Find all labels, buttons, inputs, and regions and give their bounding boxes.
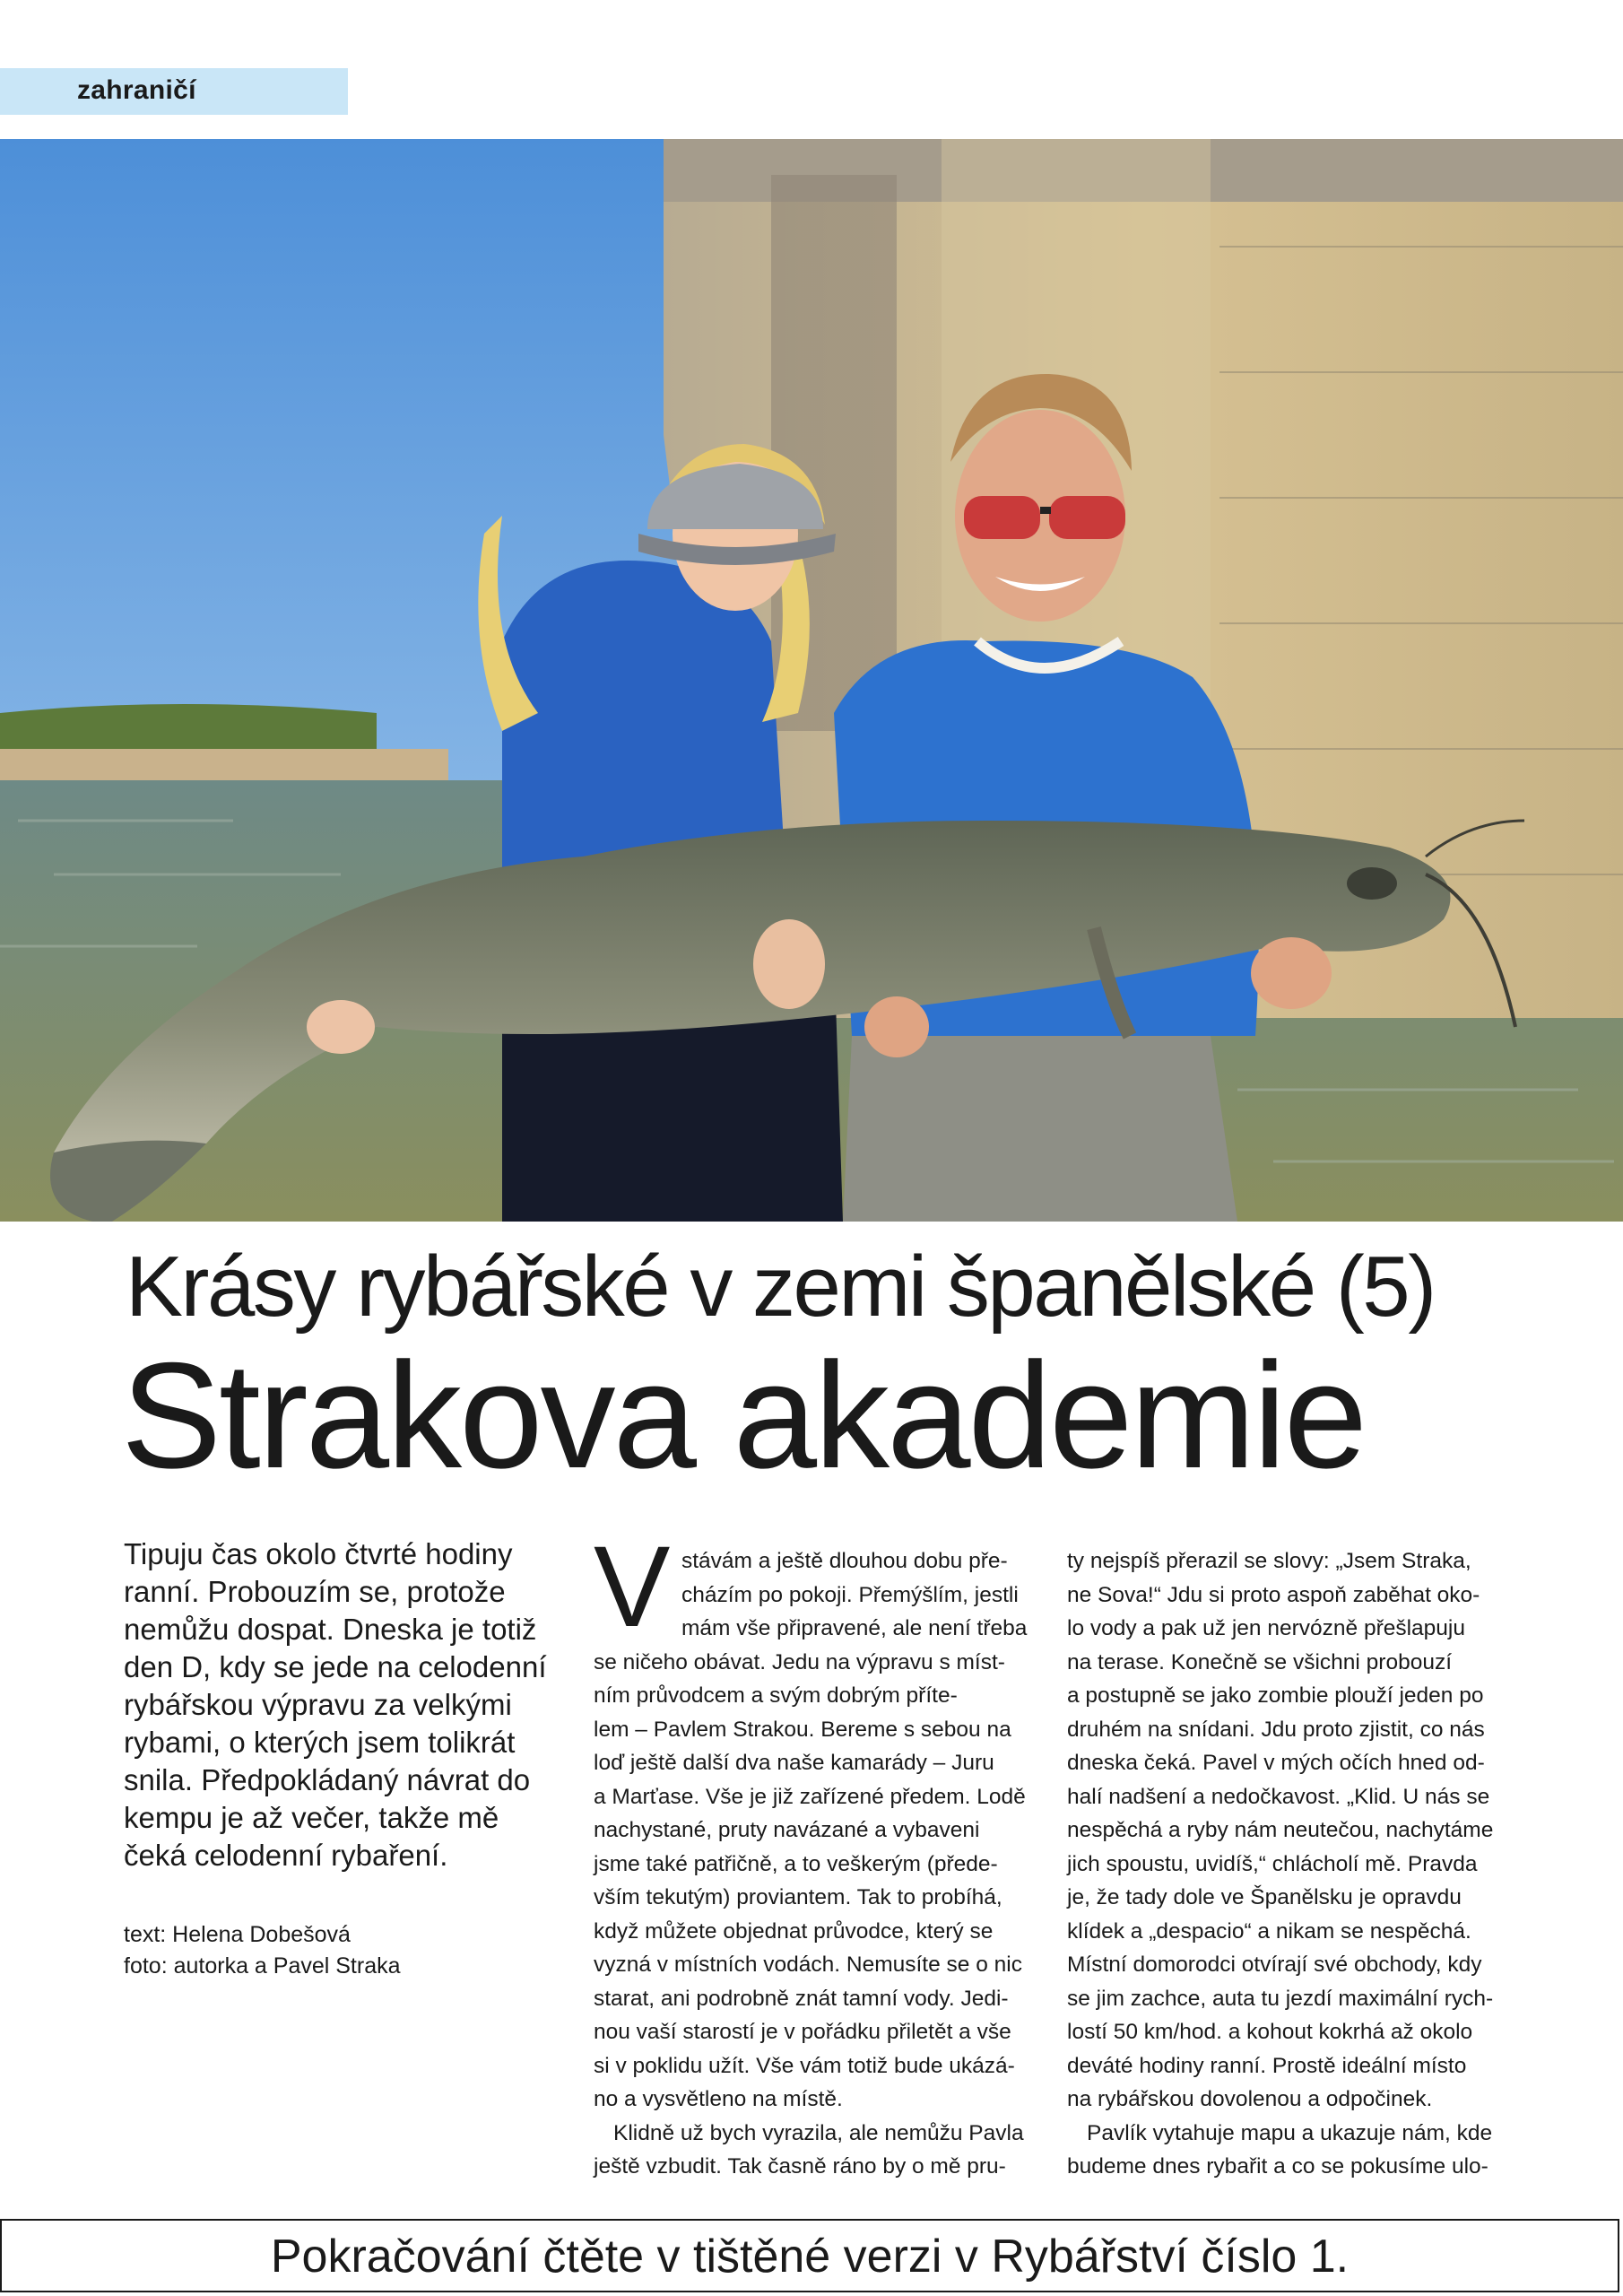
article-photo — [0, 139, 1623, 1222]
body-line: cházím po pokoji. Přemýšlím, jestli — [681, 1582, 1019, 1607]
body-line: ne Sova!“ Jdu si proto aspoň zaběhat oko- — [1067, 1582, 1480, 1607]
body-line: nachystané, pruty navázané a vybaveni — [594, 1818, 980, 1842]
body-line: stávám a ještě dlouhou dobu pře- — [681, 1549, 1008, 1573]
article-credits — [124, 1919, 572, 1982]
body-line: jsme také patřičně, a to veškerým (přede- — [594, 1851, 998, 1876]
continue-reading-text: Pokračování čtěte v tištěné verzi v Rybářství číslo 1. — [270, 2231, 1350, 2283]
body-line: je, že tady dole ve Španělsku je opravdu — [1067, 1885, 1462, 1909]
drop-cap: V — [594, 1523, 671, 1651]
body-line: ty nejspíš přerazil se slovy: „Jsem Straka, — [1067, 1549, 1471, 1573]
body-line: na rybářskou dovolenou a odpočinek. — [1067, 2087, 1433, 2111]
body-line: nou vaší starostí je v pořádku přiletět a vše — [594, 2020, 1011, 2044]
photo-credit: foto: autorka a Pavel Straka — [124, 1953, 401, 1979]
body-line: klídek a „despacio“ a nikam se nespěchá. — [1067, 1918, 1471, 1944]
section-label: zahraničí — [77, 75, 196, 105]
body-line: dneska čeká. Pavel v mých očích hned od- — [1067, 1751, 1485, 1775]
body-line: lostí 50 km/hod. a kohout kokrhá až okolo — [1067, 2020, 1473, 2044]
body-line: deváté hodiny ranní. Prostě ideální místo — [1067, 2053, 1467, 2078]
body-line: si v poklidu užít. Vše vám totiž bude ukázá- — [594, 2053, 1015, 2078]
continue-reading-banner — [0, 2219, 1619, 2292]
body-line: no a vysvětleno na místě. — [594, 2087, 843, 2111]
body-line: mám vše připravené, ale není třeba — [681, 1616, 1028, 1640]
body-line: Pavlík vytahuje mapu a ukazuje nám, kde — [1087, 2120, 1493, 2145]
body-line: se ničeho obávat. Jedu na výpravu s míst- — [594, 1649, 1005, 1674]
body-line: a Marťase. Vše je již zařízené předem. Lodě — [594, 1784, 1026, 1809]
body-line: druhém na snídani. Jdu proto zjistit, co nás — [1067, 1717, 1485, 1742]
body-line: na terase. Konečně se všichni probouzí — [1067, 1649, 1453, 1674]
body-line: budeme dnes rybařit a co se pokusíme ulo- — [1067, 2154, 1488, 2179]
body-line: Klidně už bych vyrazila, ale nemůžu Pavla — [613, 2120, 1024, 2145]
body-line: vším tekutým) proviantem. Tak to probíhá, — [594, 1885, 1002, 1909]
body-line: ním průvodcem a svým dobrým příte- — [594, 1683, 958, 1708]
body-line: halí nadšení a nedočkavost. „Klid. U nás se — [1067, 1784, 1490, 1809]
article-title: Strakova akademie — [121, 1331, 1366, 1500]
article-kicker: Krásy rybářské v zemi španělské (5) — [126, 1239, 1435, 1335]
body-column-2 — [1067, 1544, 1515, 2184]
body-line: lo vody a pak už jen nervózně přešlapuju — [1067, 1616, 1466, 1640]
article-lead: Tipuju čas okolo čtvrté hodiny ranní. Probouzím se, protože nemůžu dospat. Dneska je totiž den D, kdy se jede na celodenní rybářskou výpravu za velkými rybami, o kterých jsem tolikrát snila. Předpokládaný návrat do kempu je až večer, takže mě čeká celodenní rybaření. — [124, 1537, 547, 1872]
body-line: když můžete objednat průvodce, který se — [594, 1918, 994, 1944]
body-line: Místní domorodci otvírají své obchody, kdy — [1067, 1952, 1482, 1977]
section-tag — [0, 68, 348, 115]
body-line: a postupně se jako zombie plouží jeden po — [1067, 1683, 1484, 1708]
body-line: starat, ani podrobně znát tamní vody. Jedi- — [594, 1986, 1009, 2011]
body-line: ještě vzbudit. Tak časně ráno by o mě pru- — [594, 2154, 1006, 2179]
body-line: loď ještě další dva naše kamarády – Juru — [594, 1751, 994, 1775]
body-line: jich spoustu, uvidíš,“ chlácholí mě. Pravda — [1067, 1851, 1478, 1876]
body-line: se jim zachce, auta tu jezdí maximální rych- — [1067, 1986, 1494, 2011]
text-credit: text: Helena Dobešová — [124, 1922, 351, 1947]
body-line: vyzná v místních vodách. Nemusíte se o nic — [594, 1952, 1022, 1977]
body-column-1 — [594, 1544, 1042, 2184]
body-line: lem – Pavlem Strakou. Bereme s sebou na — [594, 1717, 1011, 1742]
body-line: nespěchá a ryby nám neutečou, nachytáme — [1067, 1818, 1494, 1842]
